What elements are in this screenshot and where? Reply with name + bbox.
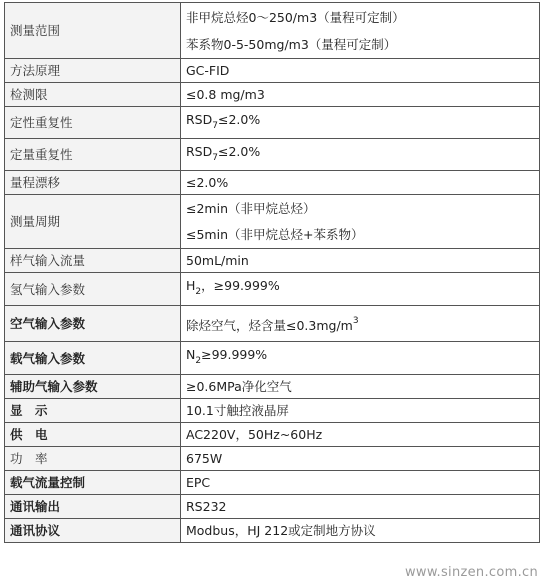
row-value-detection-limit: ≤0.8 mg/m3 (181, 83, 540, 107)
table-row (5, 107, 540, 139)
row-label-span-drift: 量程漂移 (5, 171, 181, 195)
value-text: H (186, 278, 196, 293)
row-value-sample-gas-flow: 50mL/min (181, 249, 540, 273)
row-label-carrier-flow-control: 载气流量控制 (5, 471, 181, 495)
spec-table (4, 2, 540, 543)
row-label-quantitative-repeatability: 定量重复性 (5, 139, 181, 171)
subscript: 7 (212, 120, 218, 131)
row-value-qualitative-repeatability (181, 107, 540, 139)
value-text: 除烃空气，烃含量≤0.3mg/m (186, 318, 353, 333)
table-row (5, 447, 540, 471)
table-row (5, 495, 540, 519)
value-line: 非甲烷总烃0～250/m3（量程可定制） (186, 9, 405, 25)
table-row (5, 3, 540, 59)
row-value-display: 10.1寸触控液晶屏 (181, 399, 540, 423)
value-line: ≤5min（非甲烷总烃+苯系物） (186, 226, 364, 242)
row-label-sample-gas-flow: 样气输入流量 (5, 249, 181, 273)
subscript: 2 (195, 356, 202, 366)
table-row (5, 59, 540, 83)
row-value-measurement-cycle (181, 195, 540, 249)
value-text: ≤2.0% (217, 111, 261, 127)
value-line: ≤2min（非甲烷总烃） (186, 200, 316, 216)
row-value-communication-output: RS232 (181, 495, 540, 519)
row-value-air-input (181, 306, 540, 342)
table-row (5, 306, 540, 342)
subscript: 2 (195, 287, 202, 297)
row-value-quantitative-repeatability (181, 139, 540, 171)
watermark: www.sinzen.com.cn (404, 565, 538, 580)
table-row (5, 471, 540, 495)
row-label-auxiliary-gas-input: 辅助气输入参数 (5, 375, 181, 399)
table-row (5, 171, 540, 195)
superscript: 3 (352, 316, 359, 326)
row-label-communication-output: 通讯输出 (5, 495, 181, 519)
value-text: ，≥99.999% (201, 278, 280, 293)
value-text: RSD (186, 111, 213, 127)
row-value-measurement-range (181, 3, 540, 59)
table-row (5, 375, 540, 399)
row-label-qualitative-repeatability: 定性重复性 (5, 107, 181, 139)
table-row (5, 423, 540, 447)
row-value-span-drift: ≤2.0% (181, 171, 540, 195)
row-label-detection-limit: 检测限 (5, 83, 181, 107)
table-row (5, 139, 540, 171)
row-label-carrier-gas-input: 载气输入参数 (5, 342, 181, 375)
row-label-power-supply: 供 电 (5, 423, 181, 447)
row-value-power-supply: AC220V，50Hz~60Hz (181, 423, 540, 447)
table-row (5, 195, 540, 249)
row-label-method-principle: 方法原理 (5, 59, 181, 83)
row-label-hydrogen-input: 氢气输入参数 (5, 273, 181, 306)
row-label-air-input: 空气输入参数 (5, 306, 181, 342)
table-row (5, 399, 540, 423)
value-text: ≤2.0% (217, 143, 261, 159)
row-value-communication-protocol: Modbus，HJ 212或定制地方协议 (181, 519, 540, 543)
value-text: N (186, 347, 196, 362)
row-label-measurement-range: 测量范围 (5, 3, 181, 59)
row-value-carrier-flow-control: EPC (181, 471, 540, 495)
row-label-display: 显 示 (5, 399, 181, 423)
subscript: 7 (212, 152, 218, 163)
row-label-measurement-cycle: 测量周期 (5, 195, 181, 249)
row-value-hydrogen-input (181, 273, 540, 306)
row-label-communication-protocol: 通讯协议 (5, 519, 181, 543)
row-value-carrier-gas-input (181, 342, 540, 375)
value-line: 苯系物0-5-50mg/m3（量程可定制） (186, 36, 397, 52)
value-text: RSD (186, 143, 213, 159)
row-value-method-principle: GC-FID (181, 59, 540, 83)
row-label-power: 功 率 (5, 447, 181, 471)
table-row (5, 519, 540, 543)
value-text: ≥99.999% (201, 347, 268, 362)
table-row (5, 273, 540, 306)
row-value-auxiliary-gas-input: ≥0.6MPa净化空气 (181, 375, 540, 399)
table-row (5, 83, 540, 107)
table-row (5, 249, 540, 273)
row-value-power: 675W (181, 447, 540, 471)
table-row (5, 342, 540, 375)
